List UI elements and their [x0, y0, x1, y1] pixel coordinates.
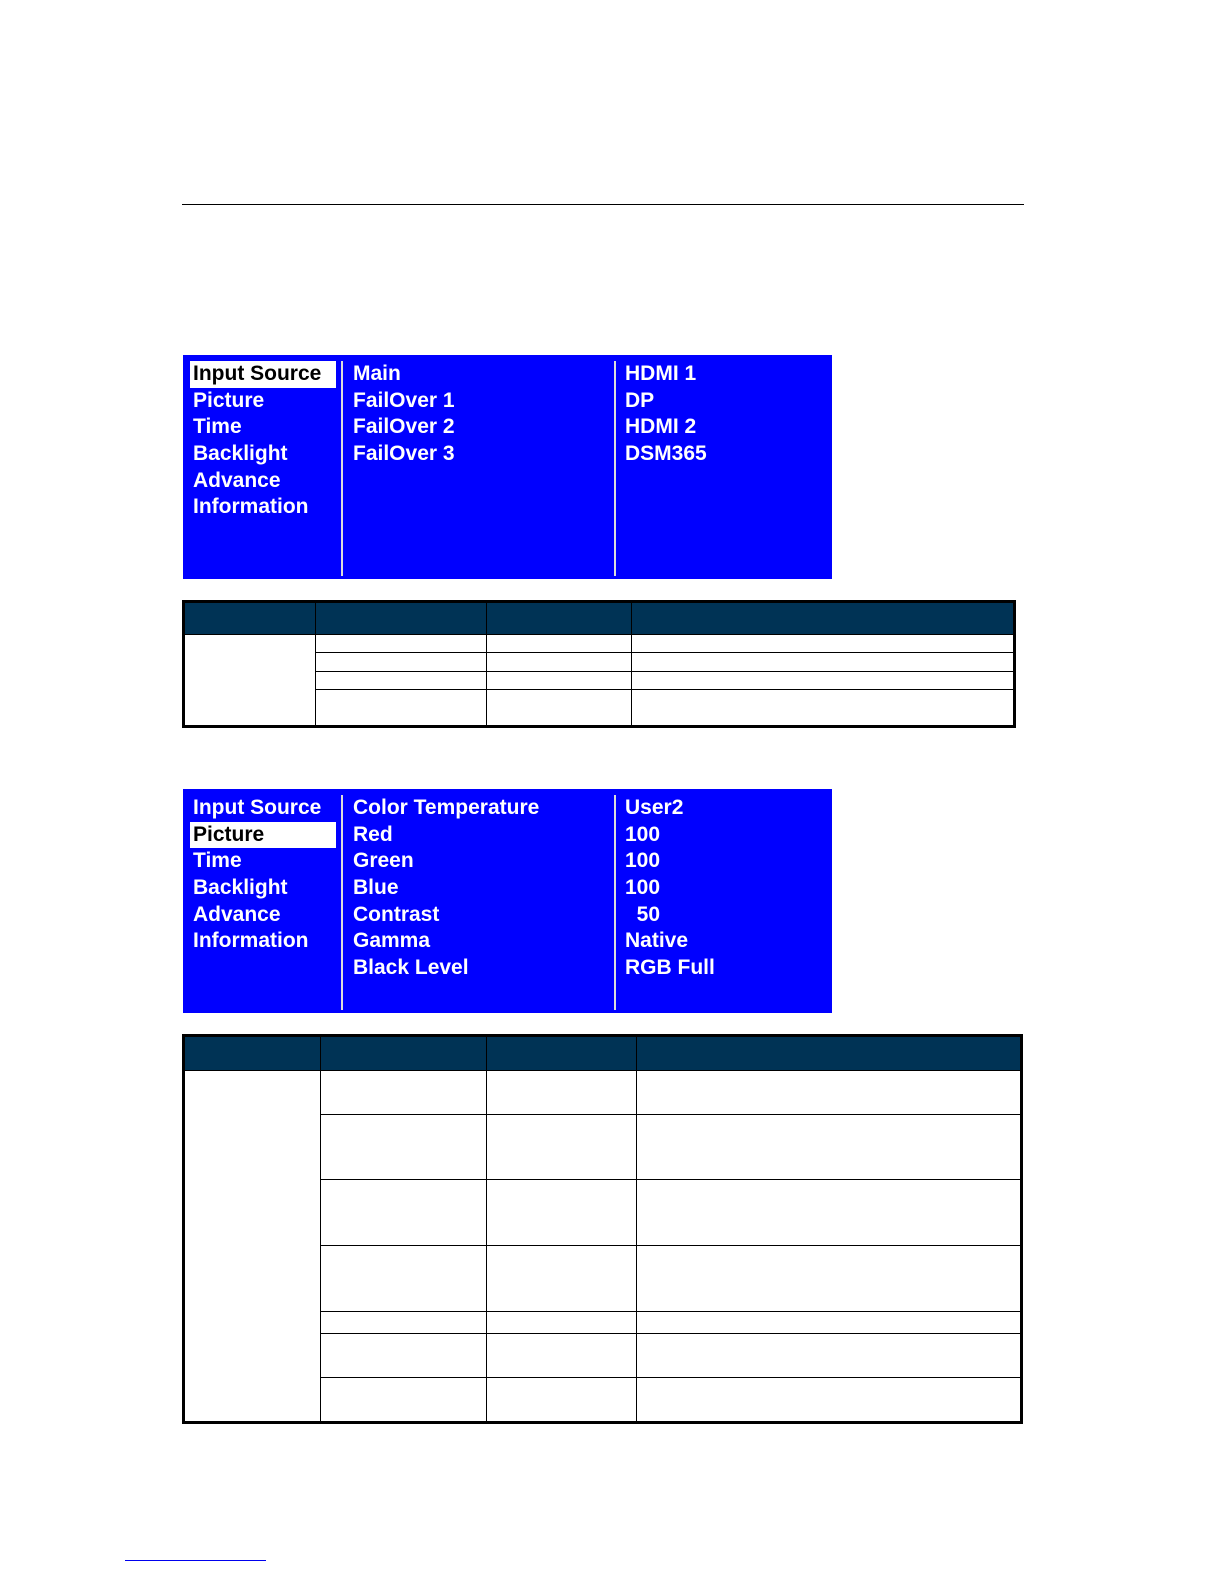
input-source-table [182, 600, 1016, 728]
osd-main-menu [190, 361, 336, 521]
menu-item-input-source[interactable]: Input Source [193, 796, 322, 819]
osd-divider [614, 361, 616, 576]
submenu-item-red[interactable]: Red [353, 822, 393, 846]
submenu-item-main[interactable]: Main [353, 362, 401, 385]
osd-divider [614, 795, 616, 1010]
table-header-row [184, 1036, 1022, 1071]
menu-item-time[interactable]: Time [193, 849, 242, 873]
value-gamma: Native [625, 929, 689, 953]
submenu-item-gamma[interactable]: Gamma [353, 929, 431, 953]
menu-item-input-source[interactable]: Input Source [190, 361, 336, 388]
submenu-item-black-level[interactable]: Black Level [353, 956, 469, 980]
value-main: HDMI 1 [625, 362, 697, 385]
value-failover-1: DP [625, 388, 655, 412]
footer-link-underline [125, 1560, 266, 1561]
osd-main-menu [190, 795, 336, 955]
submenu-item-contrast[interactable]: Contrast [353, 902, 440, 926]
osd-values [622, 361, 822, 468]
table-row [184, 635, 1015, 653]
header-rule [182, 204, 1024, 205]
menu-item-picture[interactable]: Picture [193, 388, 265, 412]
submenu-item-failover-1[interactable]: FailOver 1 [353, 388, 455, 412]
value-red: 100 [625, 822, 661, 846]
submenu-item-green[interactable]: Green [353, 849, 414, 873]
menu-item-picture[interactable]: Picture [190, 822, 336, 849]
menu-item-information[interactable]: Information [193, 495, 309, 519]
value-color-temperature: User2 [625, 796, 684, 819]
value-black-level: RGB Full [625, 956, 715, 980]
picture-table [182, 1034, 1023, 1424]
submenu-item-blue[interactable]: Blue [353, 876, 399, 900]
osd-submenu [350, 361, 610, 468]
osd-divider [341, 361, 343, 576]
submenu-item-failover-2[interactable]: FailOver 2 [353, 415, 455, 439]
menu-item-time[interactable]: Time [193, 415, 242, 439]
table-row [184, 1071, 1022, 1114]
value-failover-2: HDMI 2 [625, 415, 697, 439]
menu-item-information[interactable]: Information [193, 929, 309, 953]
osd-values [622, 795, 822, 982]
osd-input-source-screen [183, 355, 832, 579]
osd-submenu [350, 795, 610, 982]
table-header-row [184, 602, 1015, 635]
value-green: 100 [625, 849, 661, 873]
menu-item-backlight[interactable]: Backlight [193, 876, 288, 900]
submenu-item-color-temperature[interactable]: Color Temperature [353, 796, 540, 819]
menu-item-advance[interactable]: Advance [193, 468, 281, 492]
value-contrast: 50 [625, 902, 661, 926]
value-failover-3: DSM365 [625, 442, 707, 466]
menu-item-backlight[interactable]: Backlight [193, 442, 288, 466]
value-blue: 100 [625, 876, 661, 900]
menu-item-advance[interactable]: Advance [193, 902, 281, 926]
submenu-item-failover-3[interactable]: FailOver 3 [353, 442, 455, 466]
osd-divider [341, 795, 343, 1010]
osd-picture-screen [183, 789, 832, 1013]
